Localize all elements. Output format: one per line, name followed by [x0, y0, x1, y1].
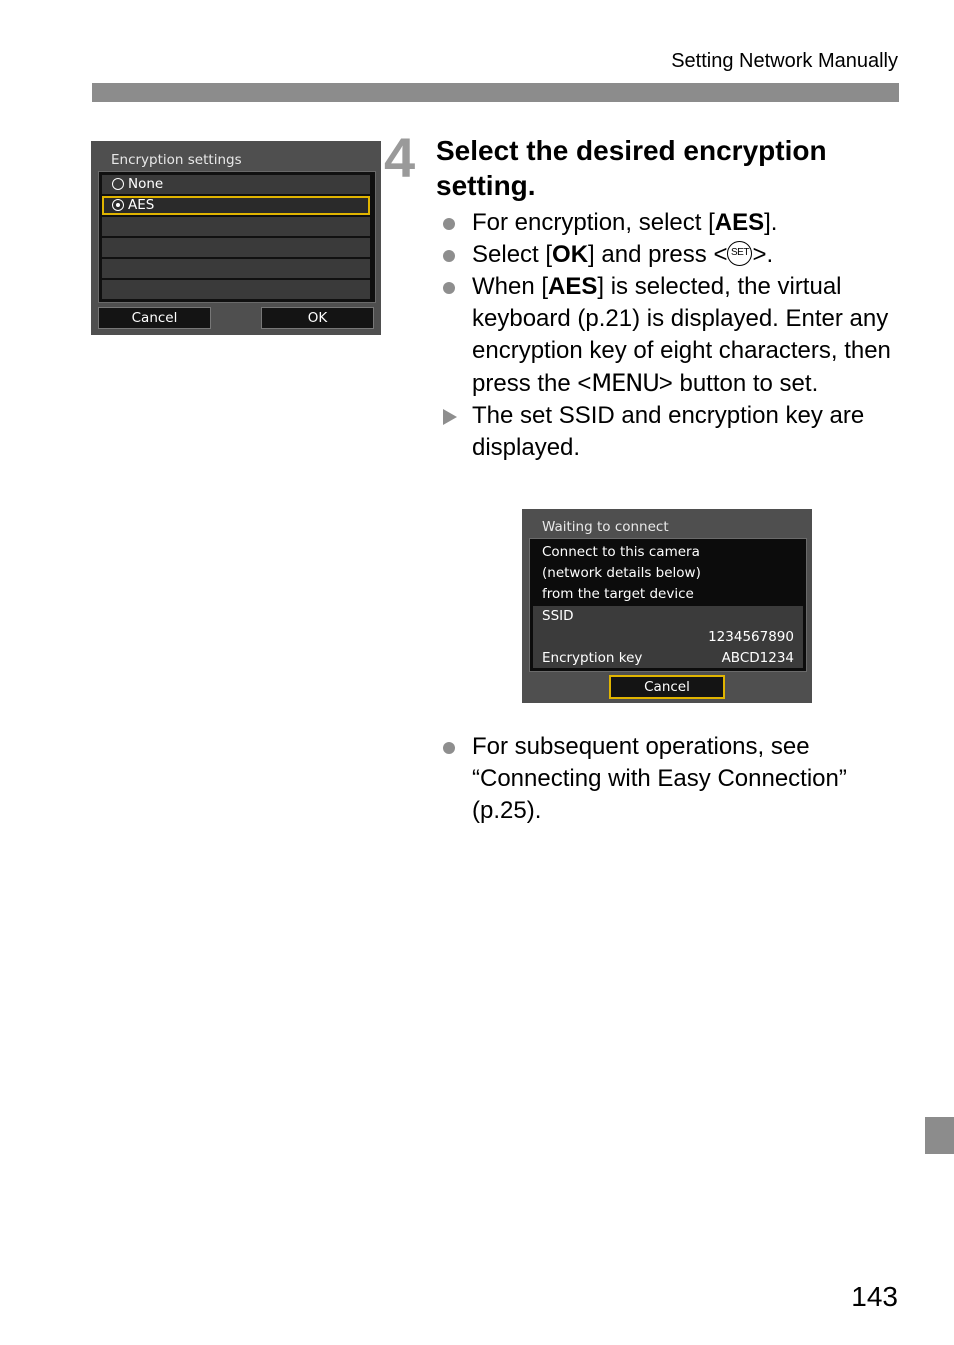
- message-line: Connect to this camera: [542, 544, 700, 560]
- encryption-key-label: Encryption key: [542, 650, 643, 666]
- ok-button[interactable]: OK: [261, 307, 374, 329]
- bold-term: AES: [548, 273, 598, 300]
- empty-row: [102, 217, 370, 236]
- bullet-icon: [443, 742, 455, 754]
- step-instructions: [436, 207, 906, 464]
- followup-instructions: [436, 731, 906, 827]
- screen-title: Waiting to connect: [542, 519, 669, 535]
- cancel-button[interactable]: Cancel: [609, 675, 725, 699]
- text: ].: [764, 209, 778, 236]
- list-item-result: [436, 400, 906, 464]
- text: ] and press <: [588, 241, 728, 268]
- text: When [: [472, 273, 549, 300]
- waiting-to-connect-screen: [522, 509, 812, 703]
- empty-row: [102, 280, 370, 299]
- cancel-button[interactable]: Cancel: [98, 307, 211, 329]
- network-details: [533, 606, 803, 668]
- text: >.: [752, 241, 774, 268]
- bullet-icon: [443, 250, 455, 262]
- option-none[interactable]: [102, 175, 370, 194]
- ssid-label: SSID: [542, 608, 574, 624]
- set-button-icon: SET: [727, 241, 752, 266]
- list-item: [436, 731, 906, 827]
- ssid-value: 1234567890: [708, 629, 794, 645]
- encryption-key-value: ABCD1234: [721, 650, 794, 666]
- encryption-options-list: [98, 171, 376, 303]
- bold-term: OK: [552, 241, 589, 268]
- text: > button to set.: [658, 370, 819, 397]
- bullet-icon: [443, 282, 455, 294]
- radio-on-icon: [112, 199, 124, 211]
- option-aes[interactable]: [102, 196, 370, 215]
- empty-row: [102, 238, 370, 257]
- text: For encryption, select [: [472, 209, 715, 236]
- option-label: None: [128, 176, 164, 192]
- connection-panel: [529, 538, 807, 672]
- message-line: (network details below): [542, 565, 701, 581]
- step-title: Select the desired encryption setting.: [436, 135, 827, 201]
- result-arrow-icon: [443, 409, 457, 425]
- page-number: 143: [851, 1281, 898, 1312]
- step-number: 4: [384, 126, 416, 189]
- running-header: Setting Network Manually: [671, 50, 898, 72]
- option-label: AES: [128, 197, 155, 213]
- encryption-settings-screen: [91, 141, 381, 335]
- text: Select [: [472, 241, 553, 268]
- list-item: [436, 207, 906, 239]
- text: ] is selected, the virtual keyboard (p.21) is displayed. Enter any encryption key of eight characters, then press the <: [472, 273, 891, 397]
- message-line: from the target device: [542, 586, 694, 602]
- radio-off-icon: [112, 178, 124, 190]
- bold-term: AES: [714, 209, 765, 236]
- header-bar: [92, 83, 899, 102]
- list-item: [436, 239, 906, 271]
- bullet-icon: [443, 218, 455, 230]
- list-item: [436, 271, 906, 400]
- menu-button-icon: MENU: [591, 369, 659, 397]
- text: For subsequent operations, see “Connecting with Easy Connection” (p.25).: [472, 733, 847, 824]
- empty-row: [102, 259, 370, 278]
- text: The set SSID and encryption key are displayed.: [472, 402, 865, 461]
- screen-title: Encryption settings: [111, 152, 242, 168]
- chapter-thumb-tab: [925, 1117, 954, 1154]
